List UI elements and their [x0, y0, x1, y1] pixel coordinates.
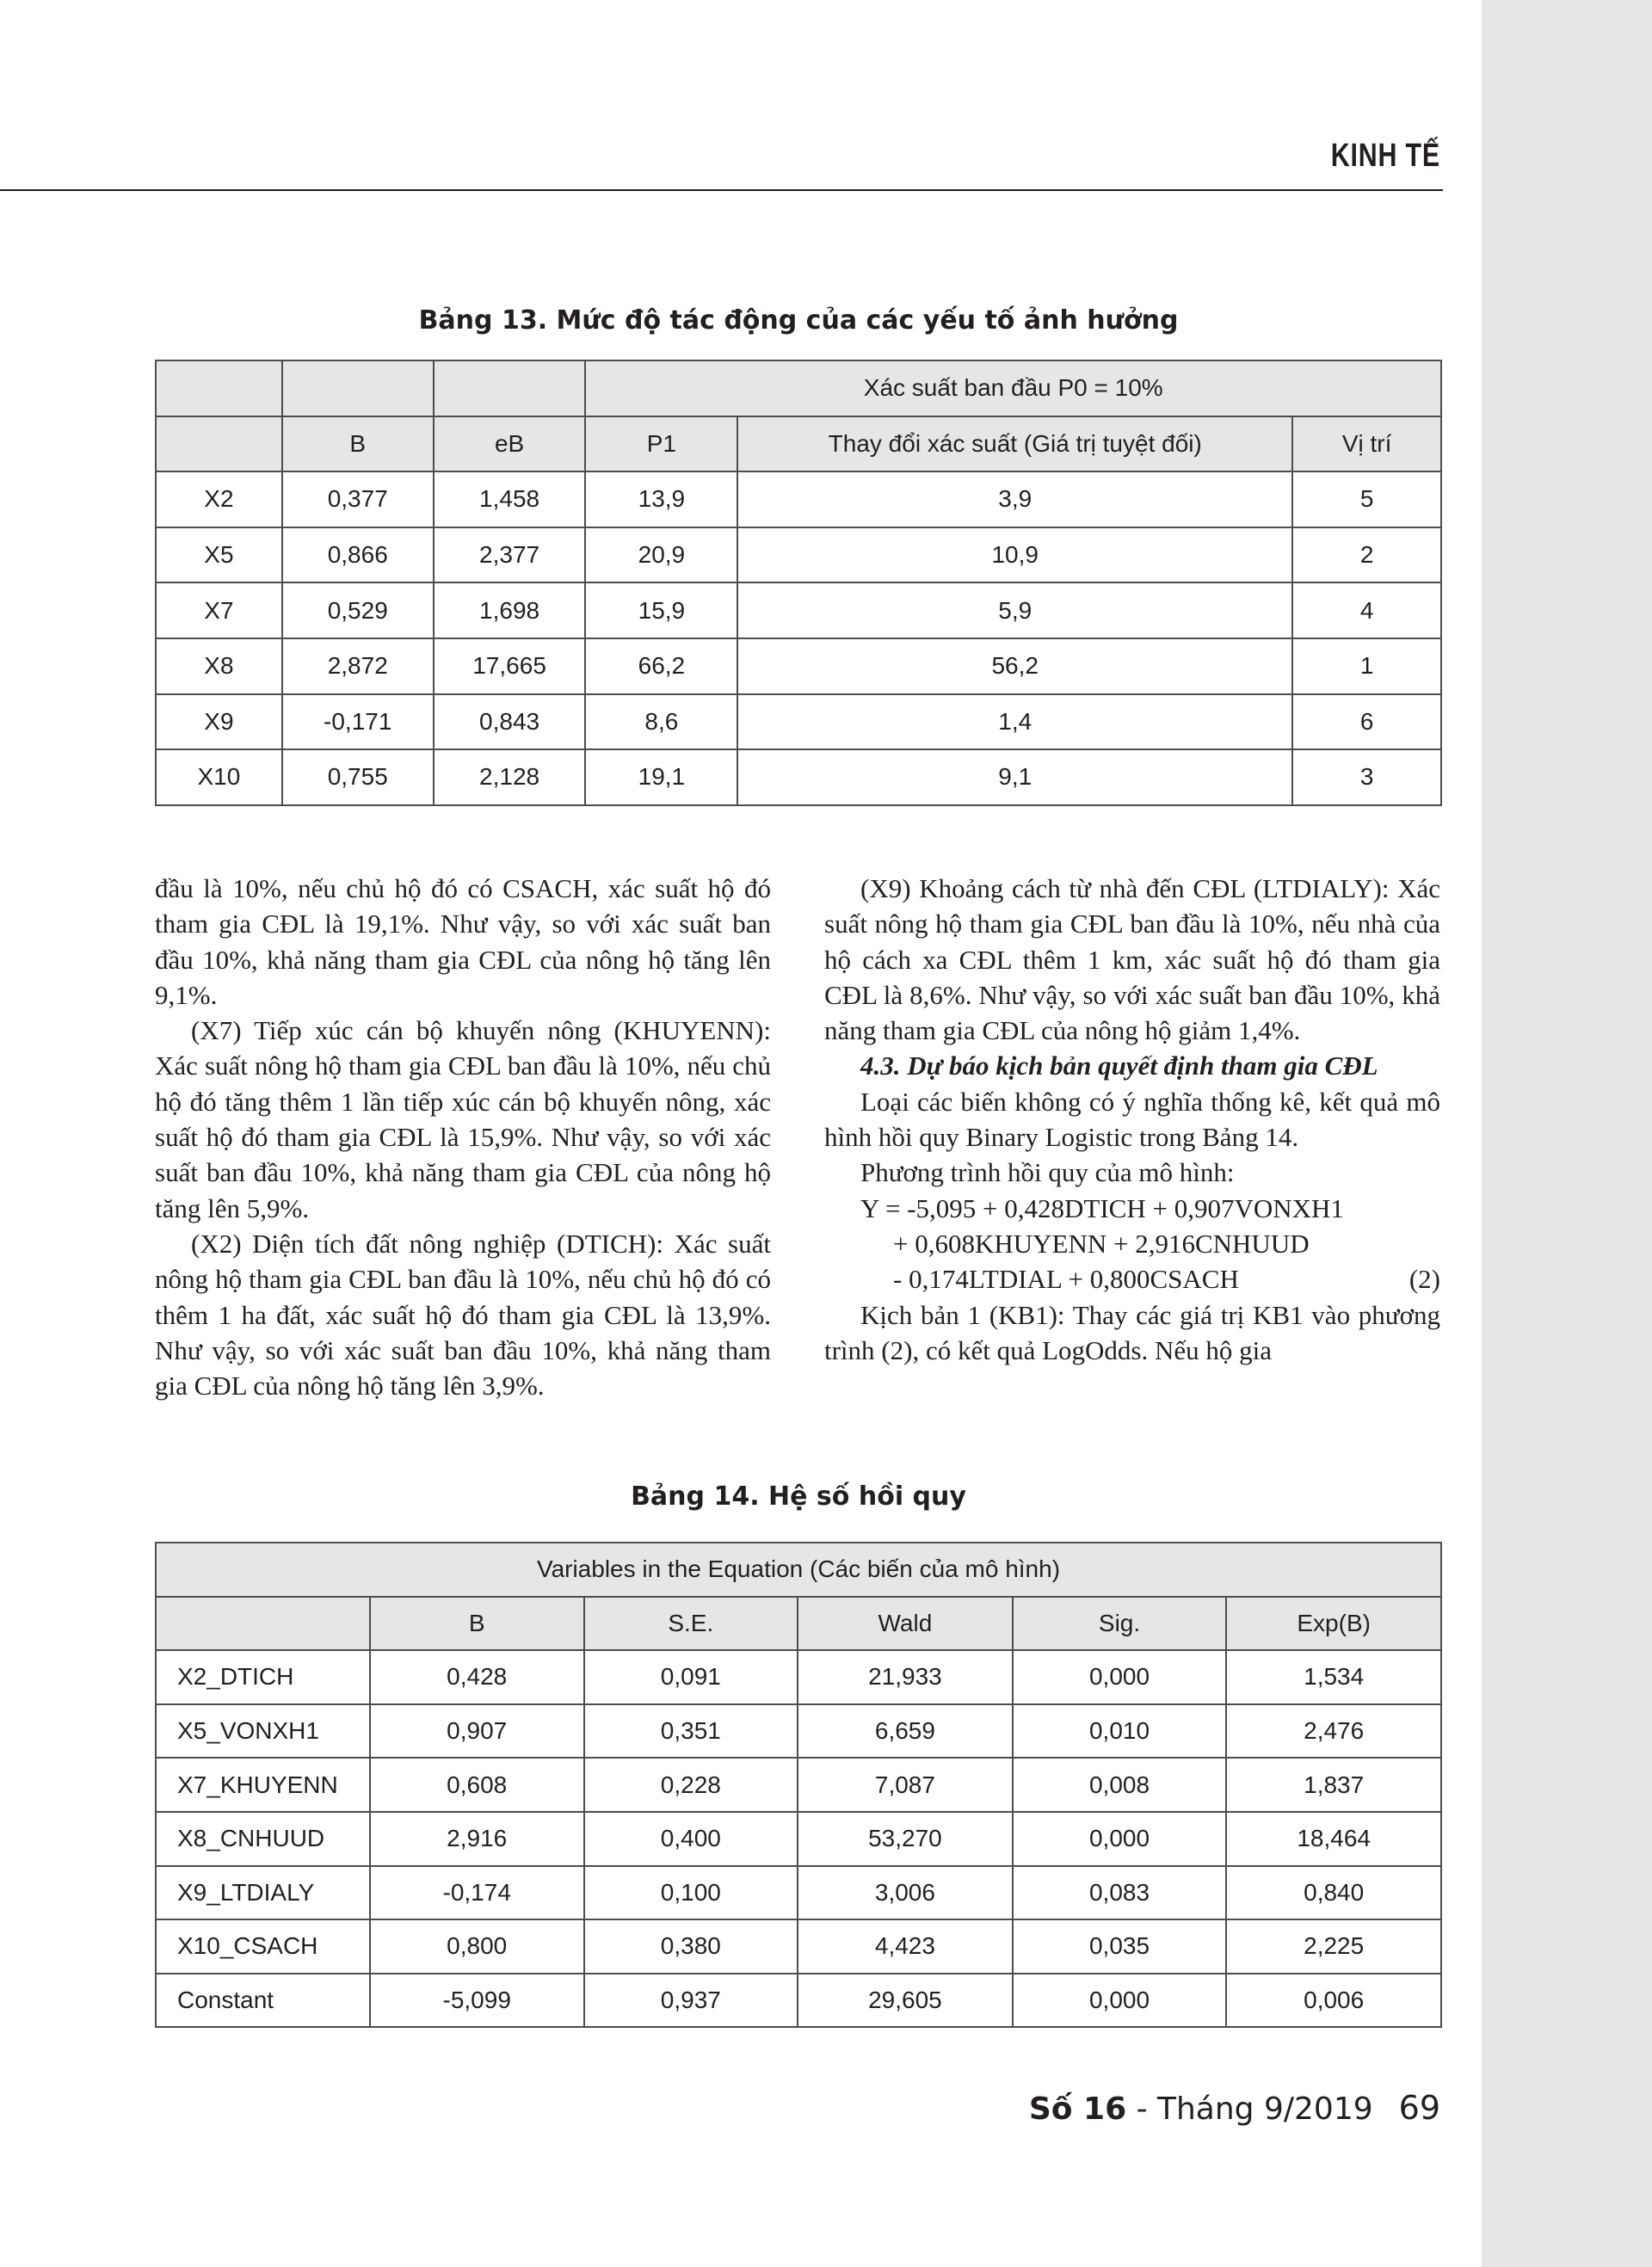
table-cell: 5,9	[737, 582, 1292, 638]
left-text-column	[155, 871, 771, 1403]
table-row	[156, 1974, 1441, 2028]
table-cell: 1	[1292, 638, 1441, 694]
table-cell: 0,529	[282, 582, 434, 638]
paragraph: Loại các biến không có ý nghĩa thống kê, kết quả mô hình hồi quy Binary Logistic trong Bảng 14.	[824, 1086, 1440, 1153]
table-14	[155, 1542, 1442, 2028]
table-cell: 5	[1292, 471, 1441, 527]
table-cell: 1,458	[434, 471, 586, 527]
row-label-cell: X7_KHUYENN	[156, 1758, 370, 1812]
table-cell: 2,916	[370, 1812, 584, 1866]
column-header: eB	[434, 416, 586, 472]
table-13	[155, 360, 1442, 806]
equation-line-text: - 0,174LTDIAL + 0,800CSACH	[893, 1264, 1239, 1295]
table-cell: 56,2	[737, 638, 1292, 694]
table-row	[156, 1812, 1441, 1866]
table-cell: 0,100	[584, 1866, 798, 1920]
table13-column-header-row	[156, 416, 1441, 472]
table14-column-header-row	[156, 1597, 1441, 1651]
table-cell: 1,4	[737, 694, 1292, 750]
paragraph: Kịch bản 1 (KB1): Thay các giá trị KB1 vào phương trình (2), có kết quả LogOdds. Nếu hộ gia	[824, 1299, 1440, 1365]
table-cell: 53,270	[798, 1812, 1013, 1866]
column-header: Thay đổi xác suất (Giá trị tuyệt đối)	[737, 416, 1292, 472]
equation-line	[824, 1261, 1440, 1297]
table-cell: -0,171	[282, 694, 434, 750]
column-header: P1	[585, 416, 737, 472]
table-cell: 0,843	[434, 694, 586, 750]
table-cell: 0,800	[370, 1919, 584, 1974]
table-row	[156, 1919, 1441, 1974]
table13-group-header-row	[156, 360, 1441, 416]
equation-line: + 0,608KHUYENN + 2,916CNHUUD	[893, 1228, 1310, 1259]
table-cell: 1,534	[1226, 1650, 1441, 1704]
row-label-cell: X5	[156, 527, 282, 583]
table-cell: 0,008	[1013, 1758, 1227, 1812]
column-header: Vị trí	[1292, 416, 1441, 472]
table14-body	[156, 1650, 1441, 2027]
table-cell: 0,000	[1013, 1974, 1227, 2028]
row-label-cell: X8_CNHUUD	[156, 1812, 370, 1866]
paragraph: (X7) Tiếp xúc cán bộ khuyến nông (KHUYENN): Xác suất nông hộ tham gia CĐL ban đầu là 10%, nếu chủ hộ đó tăng thêm 1 lần tiếp xúc cán bộ khuyến nông, xác suất hộ đó tham gia CĐL là 15,9%. Như vậy, so với xác suất ban đầu 10%, khả năng tham gia CĐL của nông hộ tăng lên 5,9%.	[155, 1015, 771, 1223]
table-cell: 0,377	[282, 471, 434, 527]
table-cell: 0,755	[282, 749, 434, 805]
row-label-cell: X9	[156, 694, 282, 750]
table-cell: 2,377	[434, 527, 586, 583]
column-header: Wald	[798, 1597, 1013, 1651]
table-row	[156, 749, 1441, 805]
table-cell: 29,605	[798, 1974, 1013, 2028]
equation-line: Y = -5,095 + 0,428DTICH + 0,907VONXH1	[860, 1192, 1344, 1223]
table-cell: 0,428	[370, 1650, 584, 1704]
table13-body	[156, 471, 1441, 805]
table-row	[156, 1650, 1441, 1704]
table-cell: 0,608	[370, 1758, 584, 1812]
table-row	[156, 1758, 1441, 1812]
row-label-cell: X9_LTDIALY	[156, 1866, 370, 1920]
column-header: B	[370, 1597, 584, 1651]
table13-group-header: Xác suất ban đầu P0 = 10%	[585, 360, 1441, 416]
table-cell: 9,1	[737, 749, 1292, 805]
table-cell: 6	[1292, 694, 1441, 750]
equation-number: (2)	[1409, 1264, 1440, 1295]
row-label-cell: X5_VONXH1	[156, 1704, 370, 1759]
table-cell: 0,937	[584, 1974, 798, 2028]
table-cell: 0,006	[1226, 1974, 1441, 2028]
table-cell: 3,006	[798, 1866, 1013, 1920]
table-cell: 0,380	[584, 1919, 798, 1974]
issue-date: - Tháng 9/2019	[1126, 2091, 1373, 2127]
row-label-cell: Constant	[156, 1974, 370, 2028]
table-cell: 0,840	[1226, 1866, 1441, 1920]
table-cell: 21,933	[798, 1650, 1013, 1704]
page-margin-band	[1482, 0, 1652, 2267]
table14-group-header-row	[156, 1543, 1441, 1597]
table-cell: 66,2	[585, 638, 737, 694]
table-cell: 0,010	[1013, 1704, 1227, 1759]
paragraph: (X9) Khoảng cách từ nhà đến CĐL (LTDIALY): Xác suất nông hộ tham gia CĐL ban đầu là 10%, nếu nhà của hộ cách xa CĐL thêm 1 km, xác suất hộ đó tham gia CĐL là 8,6%. Như vậy, so với xác suất ban đầu 10%, khả năng tham gia CĐL của nông hộ giảm 1,4%.	[824, 873, 1440, 1046]
section-label: KINH TẾ	[1330, 138, 1440, 174]
table-cell: 4	[1292, 582, 1441, 638]
table-row	[156, 1866, 1441, 1920]
table-cell: 7,087	[798, 1758, 1013, 1812]
paragraph: (X2) Diện tích đất nông nghiệp (DTICH): Xác suất nông hộ tham gia CĐL ban đầu là 10%, nếu chủ hộ đó có thêm 1 ha đất, xác suất hộ đó tham gia CĐL là 13,9%. Như vậy, so với xác suất ban đầu 10%, khả năng tham gia CĐL của nông hộ tăng lên 3,9%.	[155, 1228, 771, 1401]
table-cell: 1,698	[434, 582, 586, 638]
table-cell: 15,9	[585, 582, 737, 638]
table-cell: 0,083	[1013, 1866, 1227, 1920]
header-rule	[0, 189, 1443, 191]
table-cell: 8,6	[585, 694, 737, 750]
table-cell: 0,035	[1013, 1919, 1227, 1974]
paragraph: Phương trình hồi quy của mô hình:	[860, 1157, 1235, 1188]
table-cell: 18,464	[1226, 1812, 1441, 1866]
table-row	[156, 694, 1441, 750]
table-row	[156, 1704, 1441, 1759]
table-cell: 0,866	[282, 527, 434, 583]
issue-number: Số 16	[1028, 2091, 1127, 2127]
row-label-cell: X2	[156, 471, 282, 527]
table-cell: 0,400	[584, 1812, 798, 1866]
column-header: B	[282, 416, 434, 472]
row-label-cell: X8	[156, 638, 282, 694]
table13-caption: Bảng 13. Mức độ tác động của các yếu tố ảnh hưởng	[418, 305, 1179, 336]
table-cell: 2,128	[434, 749, 586, 805]
table-cell: 20,9	[585, 527, 737, 583]
table-cell: -0,174	[370, 1866, 584, 1920]
table-cell: 19,1	[585, 749, 737, 805]
table-cell: 0,000	[1013, 1812, 1227, 1866]
table-cell: 17,665	[434, 638, 586, 694]
right-text-column	[824, 871, 1440, 1368]
table14-group-header: Variables in the Equation (Các biến của mô hình)	[156, 1543, 1441, 1597]
row-label-cell: X10	[156, 749, 282, 805]
column-header: Exp(B)	[1226, 1597, 1441, 1651]
table-cell: 3,9	[737, 471, 1292, 527]
page-footer	[1029, 2089, 1440, 2127]
table-cell: 0,000	[1013, 1650, 1227, 1704]
column-header: S.E.	[584, 1597, 798, 1651]
table-row	[156, 582, 1441, 638]
table-cell: 3	[1292, 749, 1441, 805]
table-cell: 2	[1292, 527, 1441, 583]
table14-caption: Bảng 14. Hệ số hồi quy	[631, 1482, 966, 1512]
table-cell: 4,423	[798, 1919, 1013, 1974]
table-cell: 6,659	[798, 1704, 1013, 1759]
table-cell: 0,091	[584, 1650, 798, 1704]
table-cell: 0,907	[370, 1704, 584, 1759]
column-header: Sig.	[1013, 1597, 1227, 1651]
table-cell: -5,099	[370, 1974, 584, 2028]
page-number: 69	[1398, 2089, 1440, 2127]
table-cell: 2,872	[282, 638, 434, 694]
table-cell: 2,476	[1226, 1704, 1441, 1759]
table-row	[156, 527, 1441, 583]
table-cell: 10,9	[737, 527, 1292, 583]
section-heading: 4.3. Dự báo kịch bản quyết định tham gia CĐL	[860, 1050, 1378, 1081]
table-row	[156, 471, 1441, 527]
row-label-cell: X10_CSACH	[156, 1919, 370, 1974]
table-cell: 1,837	[1226, 1758, 1441, 1812]
table-row	[156, 638, 1441, 694]
table-cell: 0,351	[584, 1704, 798, 1759]
row-label-cell: X7	[156, 582, 282, 638]
table-cell: 0,228	[584, 1758, 798, 1812]
paragraph: đầu là 10%, nếu chủ hộ đó có CSACH, xác suất hộ đó tham gia CĐL là 19,1%. Như vậy, so với xác suất ban đầu 10%, khả năng tham gia CĐL của nông hộ tăng lên 9,1%.	[155, 873, 771, 1010]
table-cell: 13,9	[585, 471, 737, 527]
row-label-cell: X2_DTICH	[156, 1650, 370, 1704]
table-cell: 2,225	[1226, 1919, 1441, 1974]
